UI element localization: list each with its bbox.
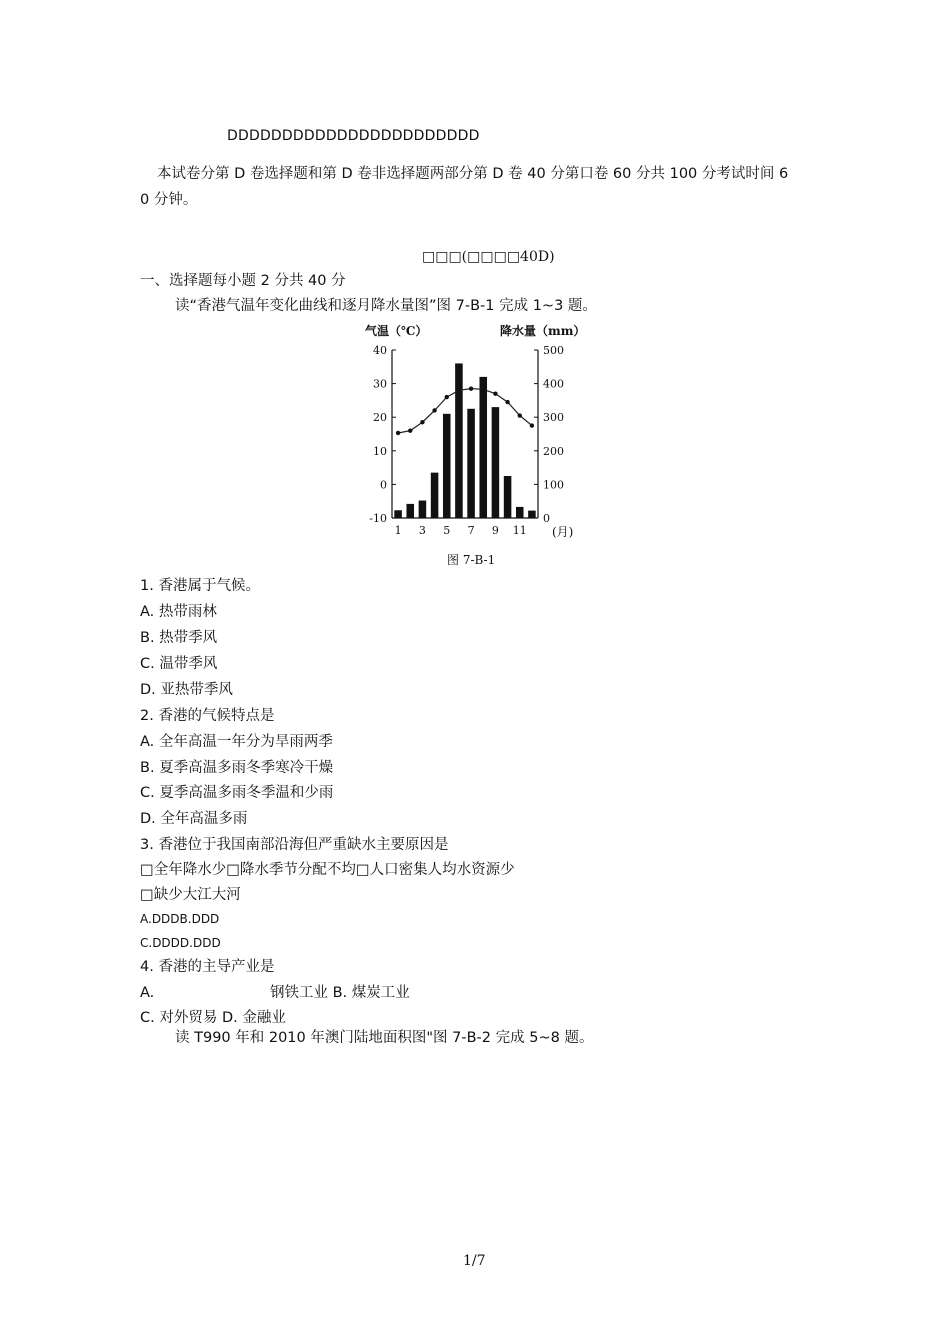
chart-caption: 图 7-B-1 xyxy=(447,553,496,567)
q1-option-c: C. 温带季风 xyxy=(140,656,218,672)
climate-chart xyxy=(350,320,600,542)
right-tick-label: 200 xyxy=(543,444,564,458)
q1-option-d: D. 亚热带季风 xyxy=(140,682,233,698)
q4-options-ab: 钢铁工业 B. 煤炭工业 xyxy=(270,985,410,1001)
left-tick-label: -10 xyxy=(369,512,387,525)
instruction-1: 读“香港气温年变化曲线和逐月降水量图”图 7-B-1 完成 1~3 题。 xyxy=(175,298,597,314)
temperature-point xyxy=(493,391,497,395)
question-3: 3. 香港位于我国南部沿海但严重缺水主要原因是 xyxy=(140,837,449,853)
q3-options-ab: A.DDDB.DDD xyxy=(140,912,220,926)
q1-option-b: B. 热带季风 xyxy=(140,630,218,646)
x-tick-label: 1 xyxy=(394,524,402,537)
precipitation-bar xyxy=(394,510,402,518)
part-heading: □□□(□□□□40D) xyxy=(422,249,555,265)
left-tick-label: 10 xyxy=(373,444,387,458)
precipitation-bar xyxy=(455,363,463,518)
precipitation-bar xyxy=(504,476,512,518)
x-tick-label: 7 xyxy=(467,524,475,537)
q2-option-c: C. 夏季高温多雨冬季温和少雨 xyxy=(140,785,334,801)
x-tick-label: 9 xyxy=(491,524,499,537)
temperature-point xyxy=(396,431,400,435)
q3-options-cd: C.DDDD.DDD xyxy=(140,936,221,950)
q2-option-d: D. 全年高温多雨 xyxy=(140,811,248,827)
right-tick-label: 300 xyxy=(543,411,564,425)
q4-option-a-label: A. xyxy=(140,985,155,1001)
left-tick-label: 40 xyxy=(373,344,387,357)
right-tick-label: 100 xyxy=(543,478,564,492)
temperature-point xyxy=(518,413,522,417)
temperature-point xyxy=(445,395,449,399)
left-tick-label: 20 xyxy=(373,411,387,425)
right-tick-label: 0 xyxy=(543,512,550,525)
temperature-point xyxy=(481,387,485,391)
precipitation-bar xyxy=(479,377,487,518)
precipitation-bar xyxy=(528,511,536,518)
page-number: 1/7 xyxy=(463,1253,486,1269)
q3-statements-1: □全年降水少□降水季节分配不均□人口密集人均水资源少 xyxy=(140,862,515,878)
question-4: 4. 香港的主导产业是 xyxy=(140,959,275,975)
q1-option-a: A. 热带雨林 xyxy=(140,604,217,620)
precipitation-bar xyxy=(419,501,427,518)
temperature-point xyxy=(457,388,461,392)
precipitation-bar xyxy=(406,504,414,518)
x-tick-label: 5 xyxy=(443,524,451,537)
q2-option-b: B. 夏季高温多雨冬季寒冷干燥 xyxy=(140,760,334,776)
temperature-point xyxy=(469,386,473,390)
y-right-label: 降水量（mm） xyxy=(500,324,586,338)
precipitation-bar xyxy=(516,507,524,518)
temperature-point xyxy=(420,420,424,424)
left-tick-label: 30 xyxy=(373,377,387,391)
left-tick-label: 0 xyxy=(380,478,387,492)
garbled-header: DDDDDDDDDDDDDDDDDDDDDDD xyxy=(227,128,480,144)
right-tick-label: 500 xyxy=(543,344,564,357)
precipitation-bar xyxy=(492,407,500,518)
q4-options-cd: C. 对外贸易 D. 金融业 xyxy=(140,1010,286,1026)
x-tick-label: 11 xyxy=(512,524,527,537)
intro-text-line1: 本试卷分第 D 卷选择题和第 D 卷非选择题两部分第 D 卷 40 分第口卷 60 分共 100 分考试时间 6 xyxy=(157,166,789,182)
instruction-2: 读 T990 年和 2010 年澳门陆地面积图"图 7-B-2 完成 5~8 题。 xyxy=(175,1030,594,1046)
question-2: 2. 香港的气候特点是 xyxy=(140,708,275,724)
temperature-point xyxy=(408,428,412,432)
temperature-line xyxy=(398,389,532,433)
q3-statements-2: □缺少大江大河 xyxy=(140,887,241,903)
temperature-point xyxy=(505,400,509,404)
question-1: 1. 香港属于气候。 xyxy=(140,578,260,594)
precipitation-bar xyxy=(467,409,475,518)
y-left-label: 气温（℃） xyxy=(365,324,428,338)
precipitation-bar xyxy=(431,473,439,518)
intro-text-line2: 0 分钟。 xyxy=(140,192,198,208)
right-tick-label: 400 xyxy=(543,377,564,391)
temperature-point xyxy=(432,408,436,412)
section-title: 一、选择题每小题 2 分共 40 分 xyxy=(140,273,346,289)
q2-option-a: A. 全年高温一年分为旱雨两季 xyxy=(140,734,333,750)
x-tick-label: 3 xyxy=(418,524,426,537)
temperature-point xyxy=(530,423,534,427)
precipitation-bar xyxy=(443,414,451,518)
x-unit-label: (月) xyxy=(552,525,574,539)
